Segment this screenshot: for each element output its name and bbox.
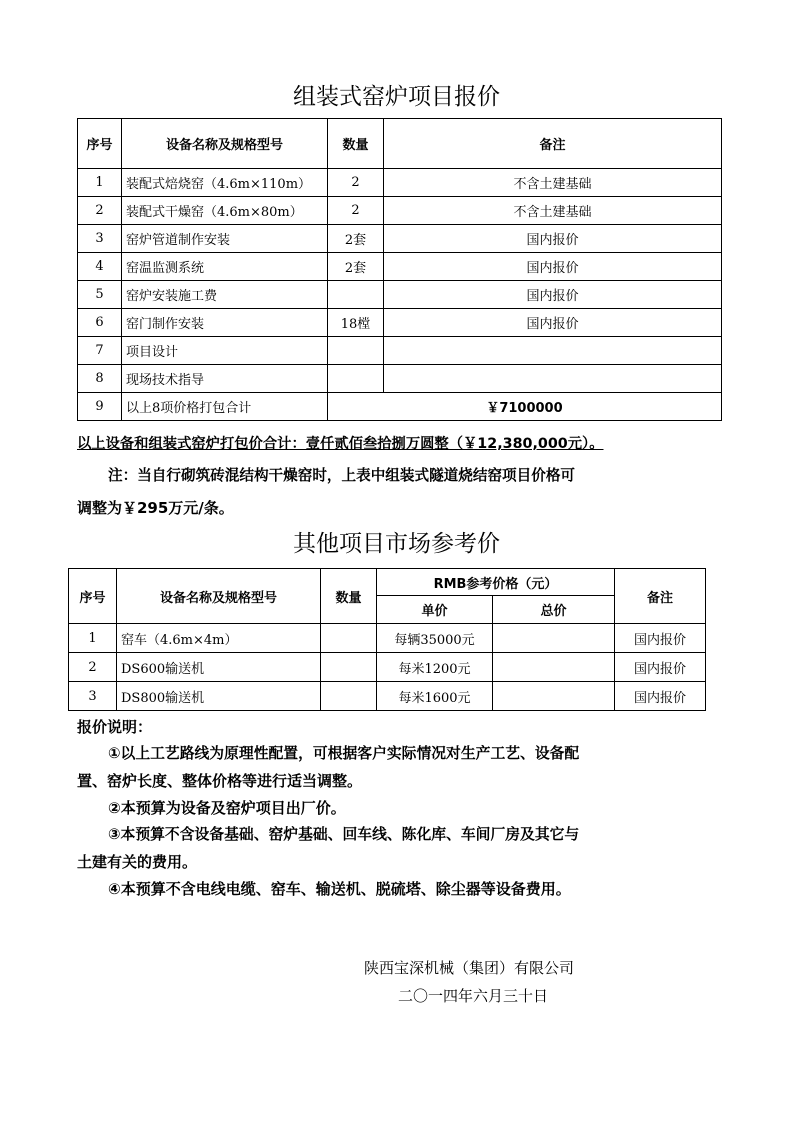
row-seq: 3	[78, 225, 122, 253]
table-row	[78, 169, 722, 197]
note-line-1: 注：当自行砌筑砖混结构干燥窑时，上表中组装式隧道烧结窑项目价格可	[108, 467, 576, 484]
row-seq: 2	[78, 197, 122, 225]
row-name: 窑车（4.6m×4m）	[117, 624, 321, 653]
table-row	[78, 197, 722, 225]
row-seq: 7	[78, 337, 122, 365]
row-note: 国内报价	[615, 653, 706, 682]
row-seq: 9	[78, 393, 122, 421]
reference-title: 其他项目市场参考价	[293, 531, 500, 557]
row-unit-price: 每辆35000元	[377, 624, 493, 653]
row-qty: 2套	[328, 253, 384, 281]
row-seq: 6	[78, 309, 122, 337]
row-name: 项目设计	[122, 337, 328, 365]
remark-3-line-2: 土建有关的费用。	[77, 853, 198, 871]
col-total-header: 总价	[493, 596, 615, 624]
row-seq: 1	[78, 169, 122, 197]
row-note: 国内报价	[384, 281, 722, 309]
table-total-row	[78, 393, 722, 421]
row-note: 国内报价	[615, 624, 706, 653]
signature-date: 二〇一四年六月三十日	[398, 987, 549, 1005]
row-total-price	[493, 624, 615, 653]
row-name: 现场技术指导	[122, 365, 328, 393]
row-seq: 8	[78, 365, 122, 393]
remark-4: ④本预算不含电线电缆、窑车、输送机、脱硫塔、除尘器等设备费用。	[108, 880, 571, 898]
row-seq: 5	[78, 281, 122, 309]
row-qty: 2	[328, 197, 384, 225]
row-note: 国内报价	[615, 682, 706, 711]
table-row	[78, 281, 722, 309]
remarks-heading: 报价说明：	[77, 718, 153, 736]
col-name-header: 设备名称及规格型号	[122, 119, 328, 169]
row-unit-price: 每米1600元	[377, 682, 493, 711]
note-line-2: 调整为￥295万元/条。	[77, 499, 234, 517]
col-seq-header: 序号	[69, 569, 117, 624]
row-total-price	[493, 653, 615, 682]
row-qty	[321, 653, 377, 682]
row-name: 装配式干燥窑（4.6m×80m）	[122, 197, 328, 225]
row-qty	[328, 365, 384, 393]
col-name-header: 设备名称及规格型号	[117, 569, 321, 624]
row-qty	[328, 281, 384, 309]
company-name: 陕西宝深机械（集团）有限公司	[364, 959, 575, 977]
col-note-header: 备注	[615, 569, 706, 624]
row-name: DS600输送机	[117, 653, 321, 682]
row-name: 窑炉管道制作安装	[122, 225, 328, 253]
row-qty	[321, 624, 377, 653]
row-qty: 18樘	[328, 309, 384, 337]
col-price-group-header: RMB参考价格（元）	[377, 569, 615, 596]
row-name: DS800输送机	[117, 682, 321, 711]
row-name: 装配式焙烧窑（4.6m×110m）	[122, 169, 328, 197]
row-qty	[328, 337, 384, 365]
row-note	[384, 365, 722, 393]
remark-1-line-2: 置、窑炉长度、整体价格等进行适当调整。	[77, 772, 363, 790]
row-name: 窑门制作安装	[122, 309, 328, 337]
col-note-header: 备注	[384, 119, 722, 169]
row-name: 窑炉安装施工费	[122, 281, 328, 309]
table-row	[69, 624, 706, 653]
table-row	[78, 225, 722, 253]
table-row	[78, 309, 722, 337]
row-unit-price: 每米1200元	[377, 653, 493, 682]
row-qty: 2	[328, 169, 384, 197]
table-header-row	[69, 569, 706, 596]
row-name: 窑温监测系统	[122, 253, 328, 281]
row-seq: 3	[69, 682, 117, 711]
row-seq: 2	[69, 653, 117, 682]
row-seq: 1	[69, 624, 117, 653]
row-name: 以上8项价格打包合计	[122, 393, 328, 421]
remark-2: ②本预算为设备及窑炉项目出厂价。	[108, 799, 346, 817]
reference-price-table	[68, 568, 706, 711]
remark-1-line-1: ①以上工艺路线为原理性配置，可根据客户实际情况对生产工艺、设备配	[108, 745, 580, 762]
table-row	[69, 682, 706, 711]
table-row	[78, 253, 722, 281]
col-qty-header: 数量	[321, 569, 377, 624]
row-qty: 2套	[328, 225, 384, 253]
col-unit-header: 单价	[377, 596, 493, 624]
row-note: 国内报价	[384, 225, 722, 253]
row-note: 国内报价	[384, 253, 722, 281]
row-note: 国内报价	[384, 309, 722, 337]
table-row	[69, 653, 706, 682]
summary-line: 以上设备和组装式窑炉打包价合计：壹仟贰佰叁拾捌万圆整（￥12,380,000元）。	[77, 436, 604, 452]
table-row	[78, 337, 722, 365]
row-qty	[321, 682, 377, 711]
table-row	[78, 365, 722, 393]
remark-3-line-1: ③本预算不含设备基础、窑炉基础、回车线、陈化库、车间厂房及其它与	[108, 826, 580, 843]
row-note: 不含土建基础	[384, 169, 722, 197]
col-qty-header: 数量	[328, 119, 384, 169]
kiln-quote-table	[77, 118, 722, 421]
row-total-price	[493, 682, 615, 711]
table-header-row	[78, 119, 722, 169]
total-value: ￥7100000	[328, 393, 722, 421]
row-note: 不含土建基础	[384, 197, 722, 225]
row-note	[384, 337, 722, 365]
quote-title: 组装式窑炉项目报价	[293, 84, 500, 110]
row-seq: 4	[78, 253, 122, 281]
col-seq-header: 序号	[78, 119, 122, 169]
